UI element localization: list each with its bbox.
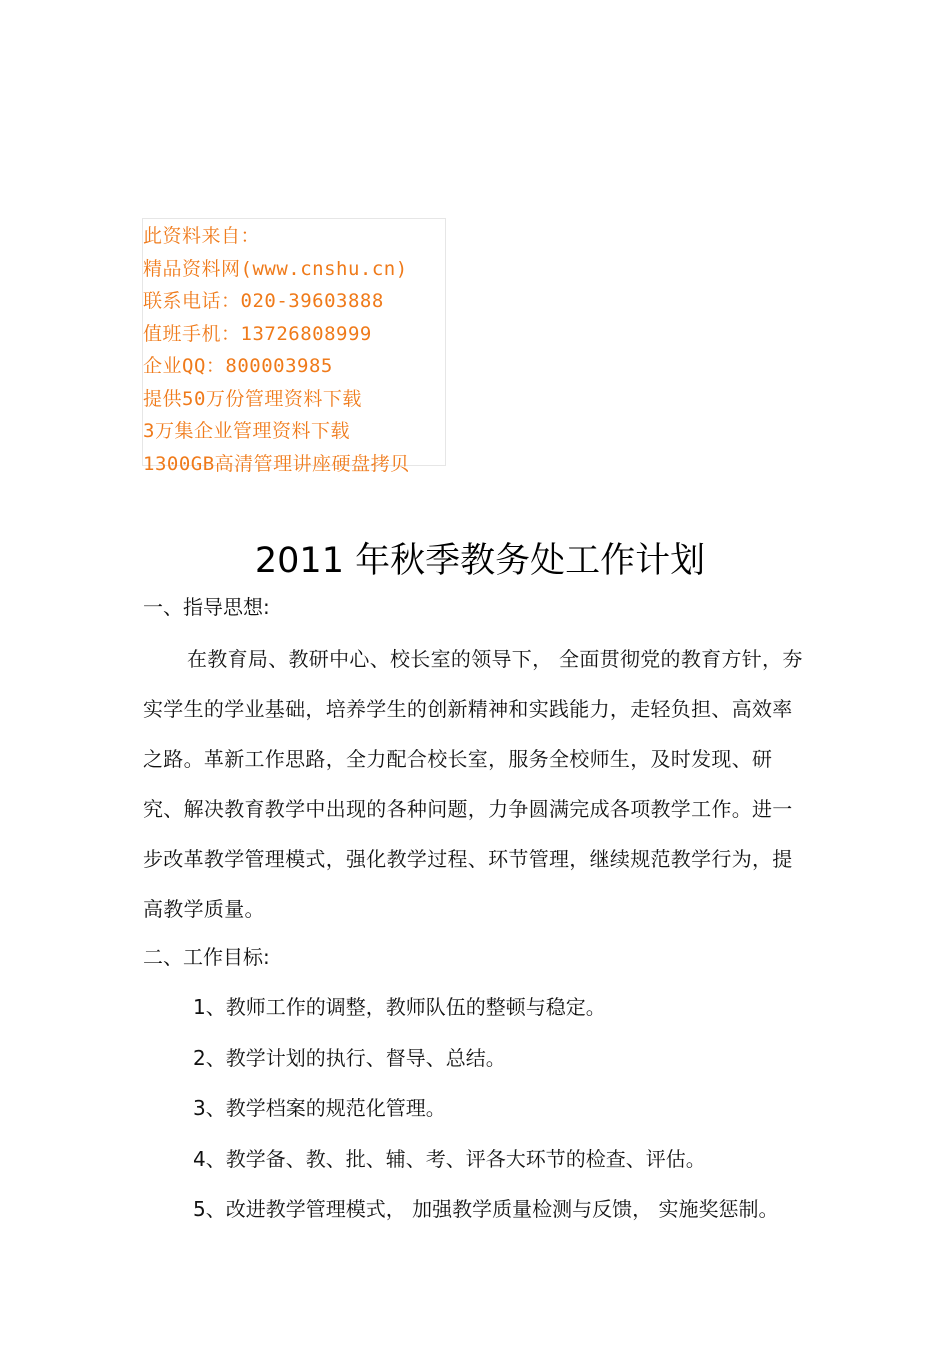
section-heading-guiding-ideology: 一、指导思想: [143,595,270,619]
list-item: 4、教学备、教、批、辅、考、评各大环节的检查、评估。 [193,1146,706,1171]
list-item: 5、改进教学管理模式， 加强教学质量检测与反馈， 实施奖惩制。 [193,1197,779,1221]
list-item: 1、教师工作的调整，教师队伍的整顿与稳定。 [193,995,606,1019]
ad-line-offer-3: 1300GB高清管理讲座硬盘拷贝 [143,452,410,475]
guiding-ideology-paragraph: 在教育局、教研中心、校长室的领导下， 全面贯彻党的教育方针，夯实学生的学业基础，培养学生的创新精神和实践能力，走轻负担、高效率之路。革新工作思路，全力配合校长室，服务全校师生，及时发现、研究、解决教育教学中出现的各种问题，力争圆满完成各项教学工作。进一步改革教学管理模式，强化教学过程、环节管理，继续规范教学行为，提高教学质量。 [143,647,803,921]
source-ad-box [142,218,446,475]
ad-line-offer-2: 3万集企业管理资料下载 [143,420,350,442]
work-goals-list [193,982,778,1235]
list-item: 3、教学档案的规范化管理。 [193,1096,446,1120]
ad-line-website: 精品资料网(www.cnshu.cn) [143,257,408,280]
list-item: 2、教学计划的执行、督导、总结。 [193,1045,506,1070]
section-heading-work-goals: 二、工作目标: [143,945,270,969]
ad-line-source: 此资料来自： [143,225,261,247]
ad-line-offer-1: 提供50万份管理资料下载 [143,387,362,410]
ad-line-qq: 企业QQ：800003985 [143,355,333,377]
document-title: 2011 年秋季教务处工作计划 [254,541,706,581]
ad-line-phone: 联系电话：020-39603888 [143,290,384,312]
ad-line-mobile: 值班手机：13726808999 [143,322,372,345]
